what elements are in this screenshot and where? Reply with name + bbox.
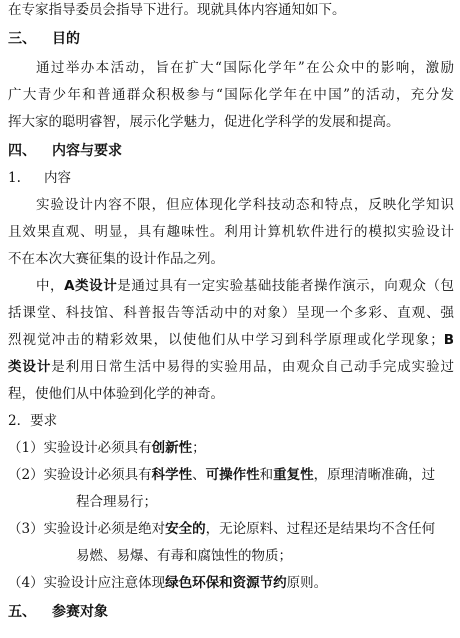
- requirement-1: [8, 438, 454, 458]
- purpose-line-3: 挥大家的聪明睿智，展示化学魅力，促进化学科学的发展和提高。: [8, 114, 400, 130]
- text-span: 是利用日常生活中易得的实验用品，由观众自己动手完成实验过: [51, 359, 454, 375]
- purpose-line-1: 通过举办本活动，旨在扩大“国际化学年”在公众中的影响，激励: [36, 60, 454, 76]
- section-heading-content: [8, 141, 454, 161]
- requirement-2: [8, 465, 454, 485]
- text-span: 实验设计应注意体现: [43, 575, 166, 591]
- bold-term: 绿色环保和资源节约: [165, 575, 287, 591]
- text-span: 实验设计必须具有: [43, 467, 152, 483]
- text-span: 实验设计必须是绝对: [43, 521, 166, 537]
- bold-term: 可操作性: [205, 467, 260, 483]
- content-para1-line-1: 实验设计内容不限，但应体现化学科技动态和特点，反映化学知识: [36, 197, 454, 213]
- section-heading-purpose: [8, 29, 454, 49]
- section-title: 目的: [52, 31, 80, 47]
- content-para1-line-2: 且效果直观、明显，具有趣味性。利用计算机软件进行的模拟实验设计: [8, 224, 454, 240]
- subheading-label: 内容: [44, 170, 71, 186]
- content-para2-line-5: 程，使他们从中体验到化学的神奇。: [8, 386, 224, 402]
- text-span: 实验设计必须具有: [43, 440, 152, 456]
- requirement-4: [8, 573, 454, 593]
- bold-a-design: A类设计: [64, 278, 118, 294]
- section-title: 内容与要求: [52, 143, 122, 159]
- content-para2-line-4: [8, 357, 454, 377]
- text-span: ；: [192, 440, 206, 456]
- bold-design-type: 类设计: [8, 359, 52, 375]
- content-para1-line-3: 不在本次大赛征集的设计作品之列。: [8, 251, 224, 267]
- content-para2-line-3: [8, 330, 454, 350]
- intro-tail-line: 在专家指导委员会指导下进行。现就具体内容通知如下。: [8, 2, 346, 18]
- content-para2-line-1: [36, 276, 454, 296]
- requirement-index: （4）: [8, 575, 44, 591]
- requirement-index: （3）: [8, 521, 44, 537]
- bold-b-letter: B: [443, 332, 454, 348]
- text-span: 原则。: [286, 575, 328, 591]
- subheading-number: 1.: [8, 170, 21, 186]
- subheading-content: [8, 168, 454, 188]
- requirement-index: （1）: [8, 440, 44, 456]
- requirement-2-continued: 程合理易行；: [76, 494, 157, 510]
- section-number: 五、: [8, 604, 36, 620]
- requirement-3-continued: 易燃、易爆、有毒和腐蚀性的物质；: [76, 548, 292, 564]
- bold-term: 科学性: [151, 467, 193, 483]
- text-span: 中，: [36, 278, 65, 294]
- content-para2-line-2: 括课堂、科技馆、科普报告等活动中的对象）呈现一个多彩、直观、强: [8, 305, 454, 321]
- section-heading-participants: [8, 602, 454, 622]
- purpose-line-2: 广大青少年和普通群众积极参与“国际化学年在中国”的活动，充分发: [8, 87, 454, 103]
- section-number: 四、: [8, 143, 36, 159]
- section-number: 三、: [8, 31, 36, 47]
- requirement-3: [8, 519, 454, 539]
- bold-term: 创新性: [151, 440, 193, 456]
- text-span: ，原理清晰准确，过: [313, 467, 436, 483]
- bold-term: 重复性: [273, 467, 314, 483]
- text-span: 烈视觉冲击的精彩效果，以使他们从中学习到科学原理或化学现象；: [8, 332, 444, 348]
- text-span: ，无论原料、过程还是结果均不含任何: [205, 521, 436, 537]
- requirement-index: （2）: [8, 467, 44, 483]
- text-span: 是通过具有一定实验基础技能者操作演示，向观众（包: [117, 278, 455, 294]
- text-span: 、: [192, 467, 206, 483]
- text-span: 和: [259, 467, 274, 483]
- section-title: 参赛对象: [52, 604, 108, 620]
- subheading-requirements: 2．要求: [8, 413, 58, 429]
- bold-term: 安全的: [165, 521, 206, 537]
